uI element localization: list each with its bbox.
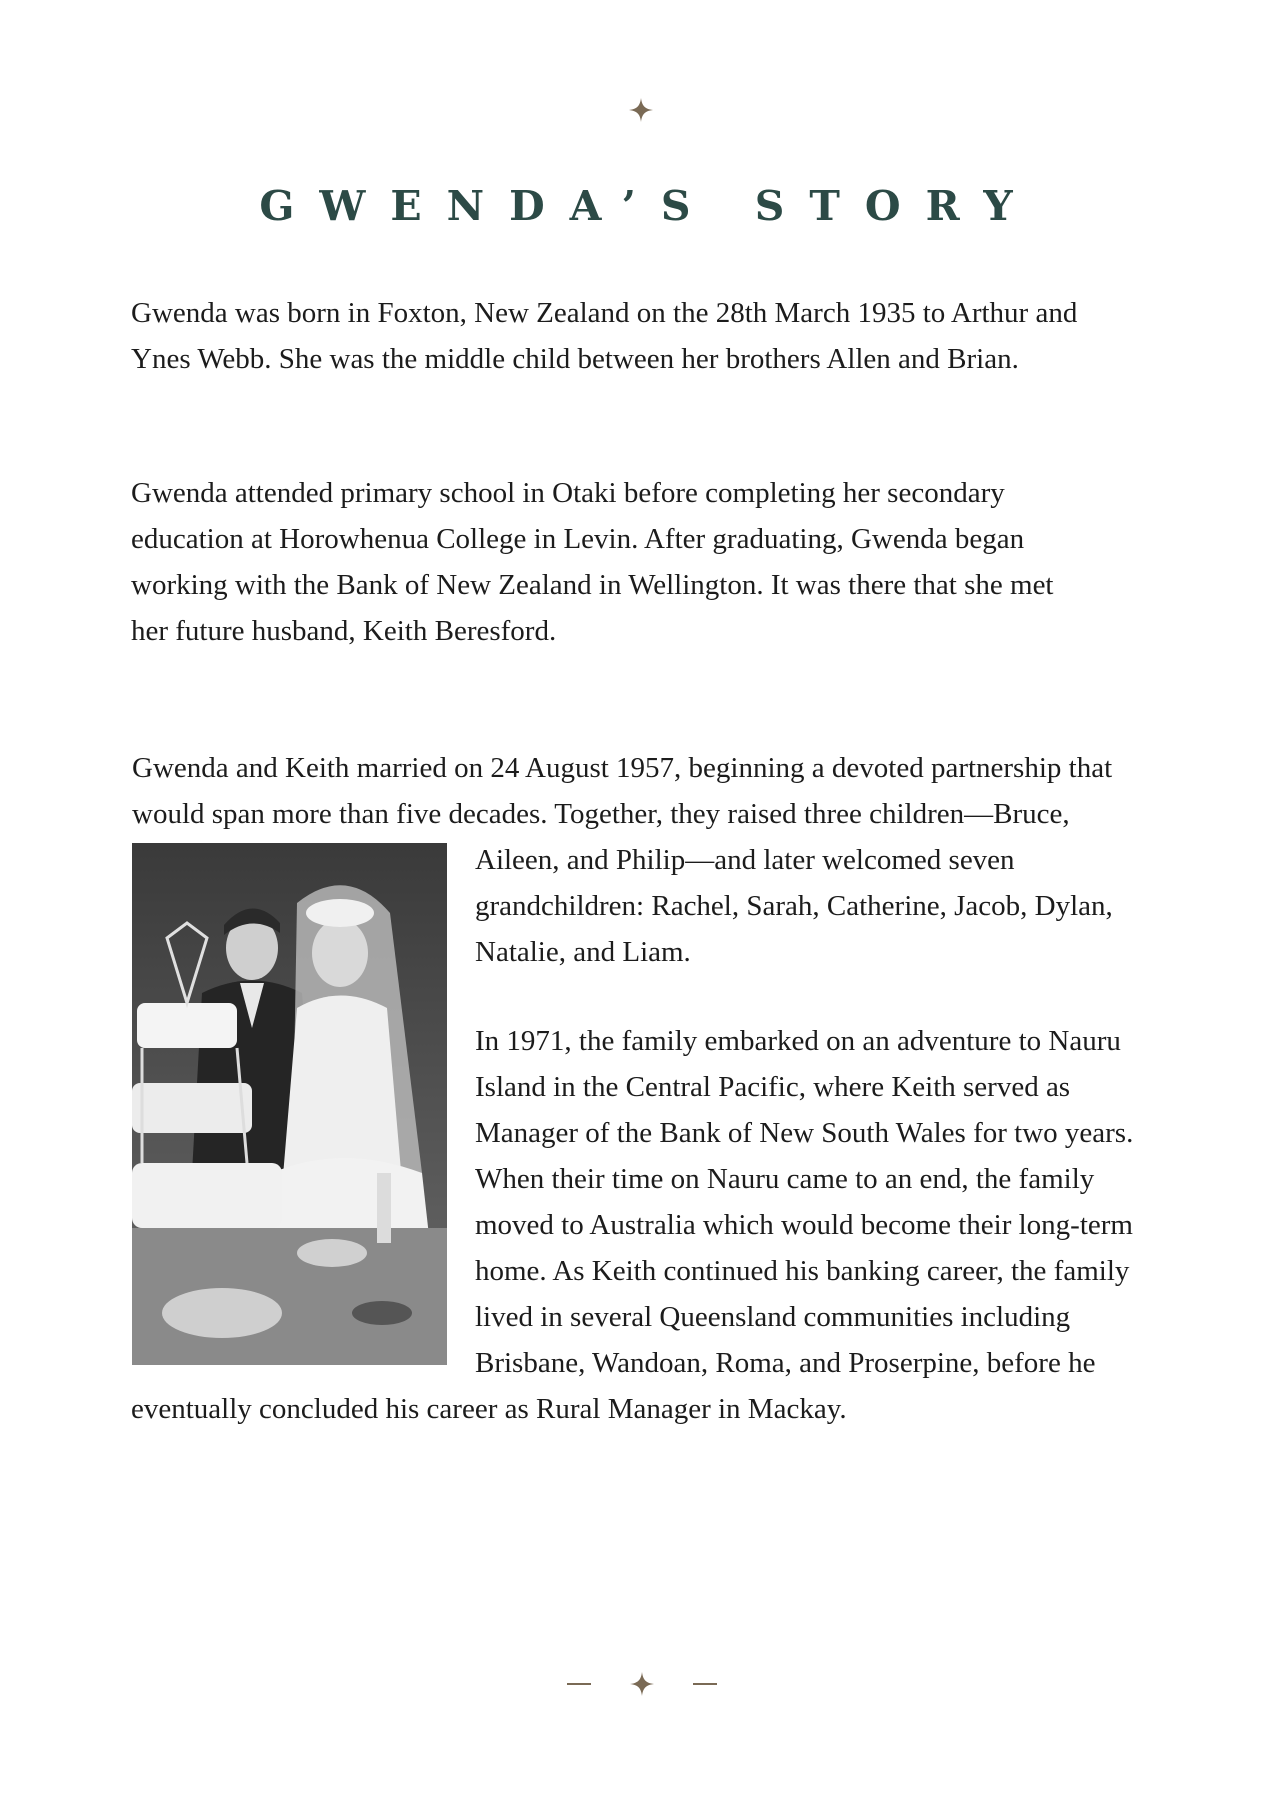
star-divider-icon [629, 1671, 655, 1697]
paragraph-nauru: In 1971, the family embarked on an adventure to Nauru Island in the Central Pacific, where Keith served as Manager of the Bank of New South Wales for two years. When their time on Nauru came to an end, the family moved to Australia which would become their long-term home. As Keith continued his banking career, the family lived in several Queensland communities including Brisbane, Wandoan, Roma, and Proserpine, before he eventually concluded his career as Rural Manager in Mackay. [131, 1025, 1134, 1425]
paragraph-education [131, 470, 1161, 654]
wedding-photo-image [132, 843, 447, 1365]
paragraph-text: Gwenda attended primary school in Otaki before completing her secondary education at Horowhenua College in Levin. After graduating, Gwenda began working with the Bank of New Zealand in Wellington. It was there that she met her future husband, Keith Beresford. [131, 477, 1054, 647]
dash-right [693, 1683, 717, 1685]
paragraph-marriage [131, 745, 1151, 1432]
dash-left [567, 1683, 591, 1685]
footer-ornament [567, 1671, 717, 1697]
paragraph-birth [131, 290, 1161, 382]
wedding-photo [132, 843, 447, 1365]
star-icon [628, 97, 654, 123]
paragraph-text: Gwenda and Keith married on 24 August 1957, beginning a devoted partnership that would span more than five decades. Together, they raised three children—Bruce, Aileen, and Philip—and later welcomed seven grandchildren: Rachel, Sarah, Catherine, Jacob, Dylan, Natalie, and Liam. [132, 752, 1113, 968]
page-title: GWENDA’S STORY [259, 182, 1038, 230]
story-flow [131, 745, 1151, 1432]
paragraph-text: Gwenda was born in Foxton, New Zealand on the 28th March 1935 to Arthur and Ynes Webb. She was the middle child between her brothers Allen and Brian. [131, 297, 1078, 375]
